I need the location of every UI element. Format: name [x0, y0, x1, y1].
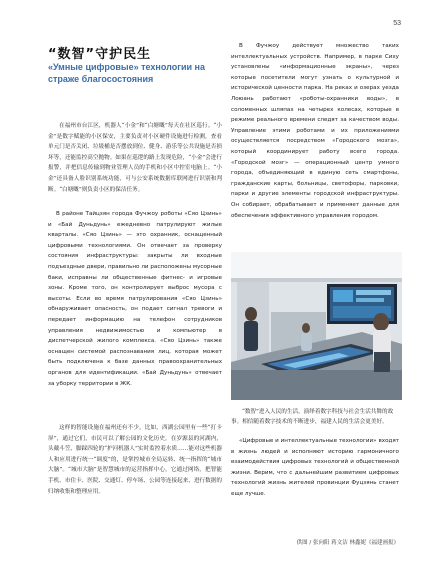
paragraph-ru-1: В районе Тайцзян города Фучжоу роботы «Сяо Цзинь» и «Бай Дуньдунь» ежедневно патрулируют жилые кварталы. «Сяо Цзинь» — это охранник, оснащенный цифровыми технологиями. Он отвечает за проверку состояния инфраструктуры: закрыты ли входные подъездные двери, правильно ли расположены мусорные баки, исправны ли общественные фитнес- и игровые зоны. Кроме того, он контролирует выброс мусора с высоты. Если во время патрулирования «Сяо Цзинь» обнаруживает опасность, он подает сигнал тревоги и передает информацию на телефон сотрудников управления недвижимостью и компьютер в диспетчерской жилого комплекса. «Сяо Цзинь» также оснащен системой распознавания лиц, которая может быть подключена к базе данных правоохранительных органов для идентификации. «Бай Дуньдунь» отвечает за уборку территории в ЖК.: [48, 211, 222, 387]
paragraph-ru-3: «Цифровые и интеллектуальные технологии» входят в жизнь людей и исполняют историю гармоничного взаимодействия цифровых технологий и общественной жизни. Верим, что с дальнейшим развитием цифровых технологий жизнь жителей провинции Фуцзянь станет еще лучше.: [231, 438, 399, 497]
page-number: 53: [393, 20, 401, 27]
photo-illustration: [231, 252, 402, 400]
paragraph-cn-2: 这样的智能设施在福州还有不少。比如，西湖公园里有一些“打卡屏”，通过它们，市民可以了解公园的文化历史。在岁源县的河湖内，头戴斗笠、脚踩四轮的“护河机器人”实时监控着水质……能对这些机器人和应用进行统一“调度”的，是掌控城市全局运转、统一指挥的“城市大脑”。“城市大脑”是智慧城市的运营指挥中心，它通过网络，把智能手机、市住卡、医院、交通灯、停车场、公园等连接起来，进行数据的归纳收集和整理应用。: [48, 425, 222, 495]
paragraph-cn-1: 在福州市台江区，机器人“小金”和“白塘嘅”每天在社区巡行。“小金”是数字赋能的小区保安，主要负责对小区硬件设施进行检测，查看单元门是否关闭、垃圾桶是否摆放到位、健身、游乐等公共设施是否损坏等，还能监控高空抛物。如果在巡逻的路上发现危险，“小金”会进行报警，并把信息传输到物业管理人员的手机和小区中控室电脑上。“小金”还具备人脸识别系统功能，可与公安系统数据库联网进行识别和判断。“白塘嘅”则负责小区的保洁任务。: [48, 123, 222, 193]
left-column-chinese-bottom: [48, 423, 222, 497]
left-column-chinese-intro: [48, 121, 222, 195]
left-column-russian: [48, 209, 222, 389]
right-column-russian: [231, 41, 399, 221]
article-title-russian: «Умные цифровые» технологии на страже благосостояния: [48, 62, 205, 84]
photo-caption-chinese: “数智”进入人民的生活，演绎着数字科技与社会生活共舞的故事。相信随着数字技术的不断进步，福建人民的生活会更美好。: [231, 409, 394, 425]
city-brain-control-room-photo: [231, 252, 402, 400]
article-title-chinese: “数智”守护民生: [48, 47, 152, 62]
paragraph-ru-2: В Фучжоу действует множество таких интеллектуальных устройств. Например, в парке Сиху установлены «информационные экраны», через которые посетители могут узнать о культурной и исторической ценности парка. На реках и озерах уезда Лоюань работают «роботы-охранники воды», в соломенных шляпах на четырех колесах, которые в режиме реального времени следят за качеством воды. Управление этими роботами и их приложениями осуществляется посредством «Городского мозга», который координирует работу всего города. «Городской мозг» — операционный центр умного города, объединяющий в единую сеть смартфоны, гражданские карты, больницы, светофоры, парковки, парки и другие элементы городской инфраструктуры. Он собирает, обрабатывает и применяет данные для обеспечения эффективного управления городом.: [231, 43, 399, 219]
photo-credit: 供图 / 张向阳 蒋文洁 林鑫妮《福建画报》: [296, 540, 399, 546]
closing-quote-russian: [231, 436, 399, 500]
